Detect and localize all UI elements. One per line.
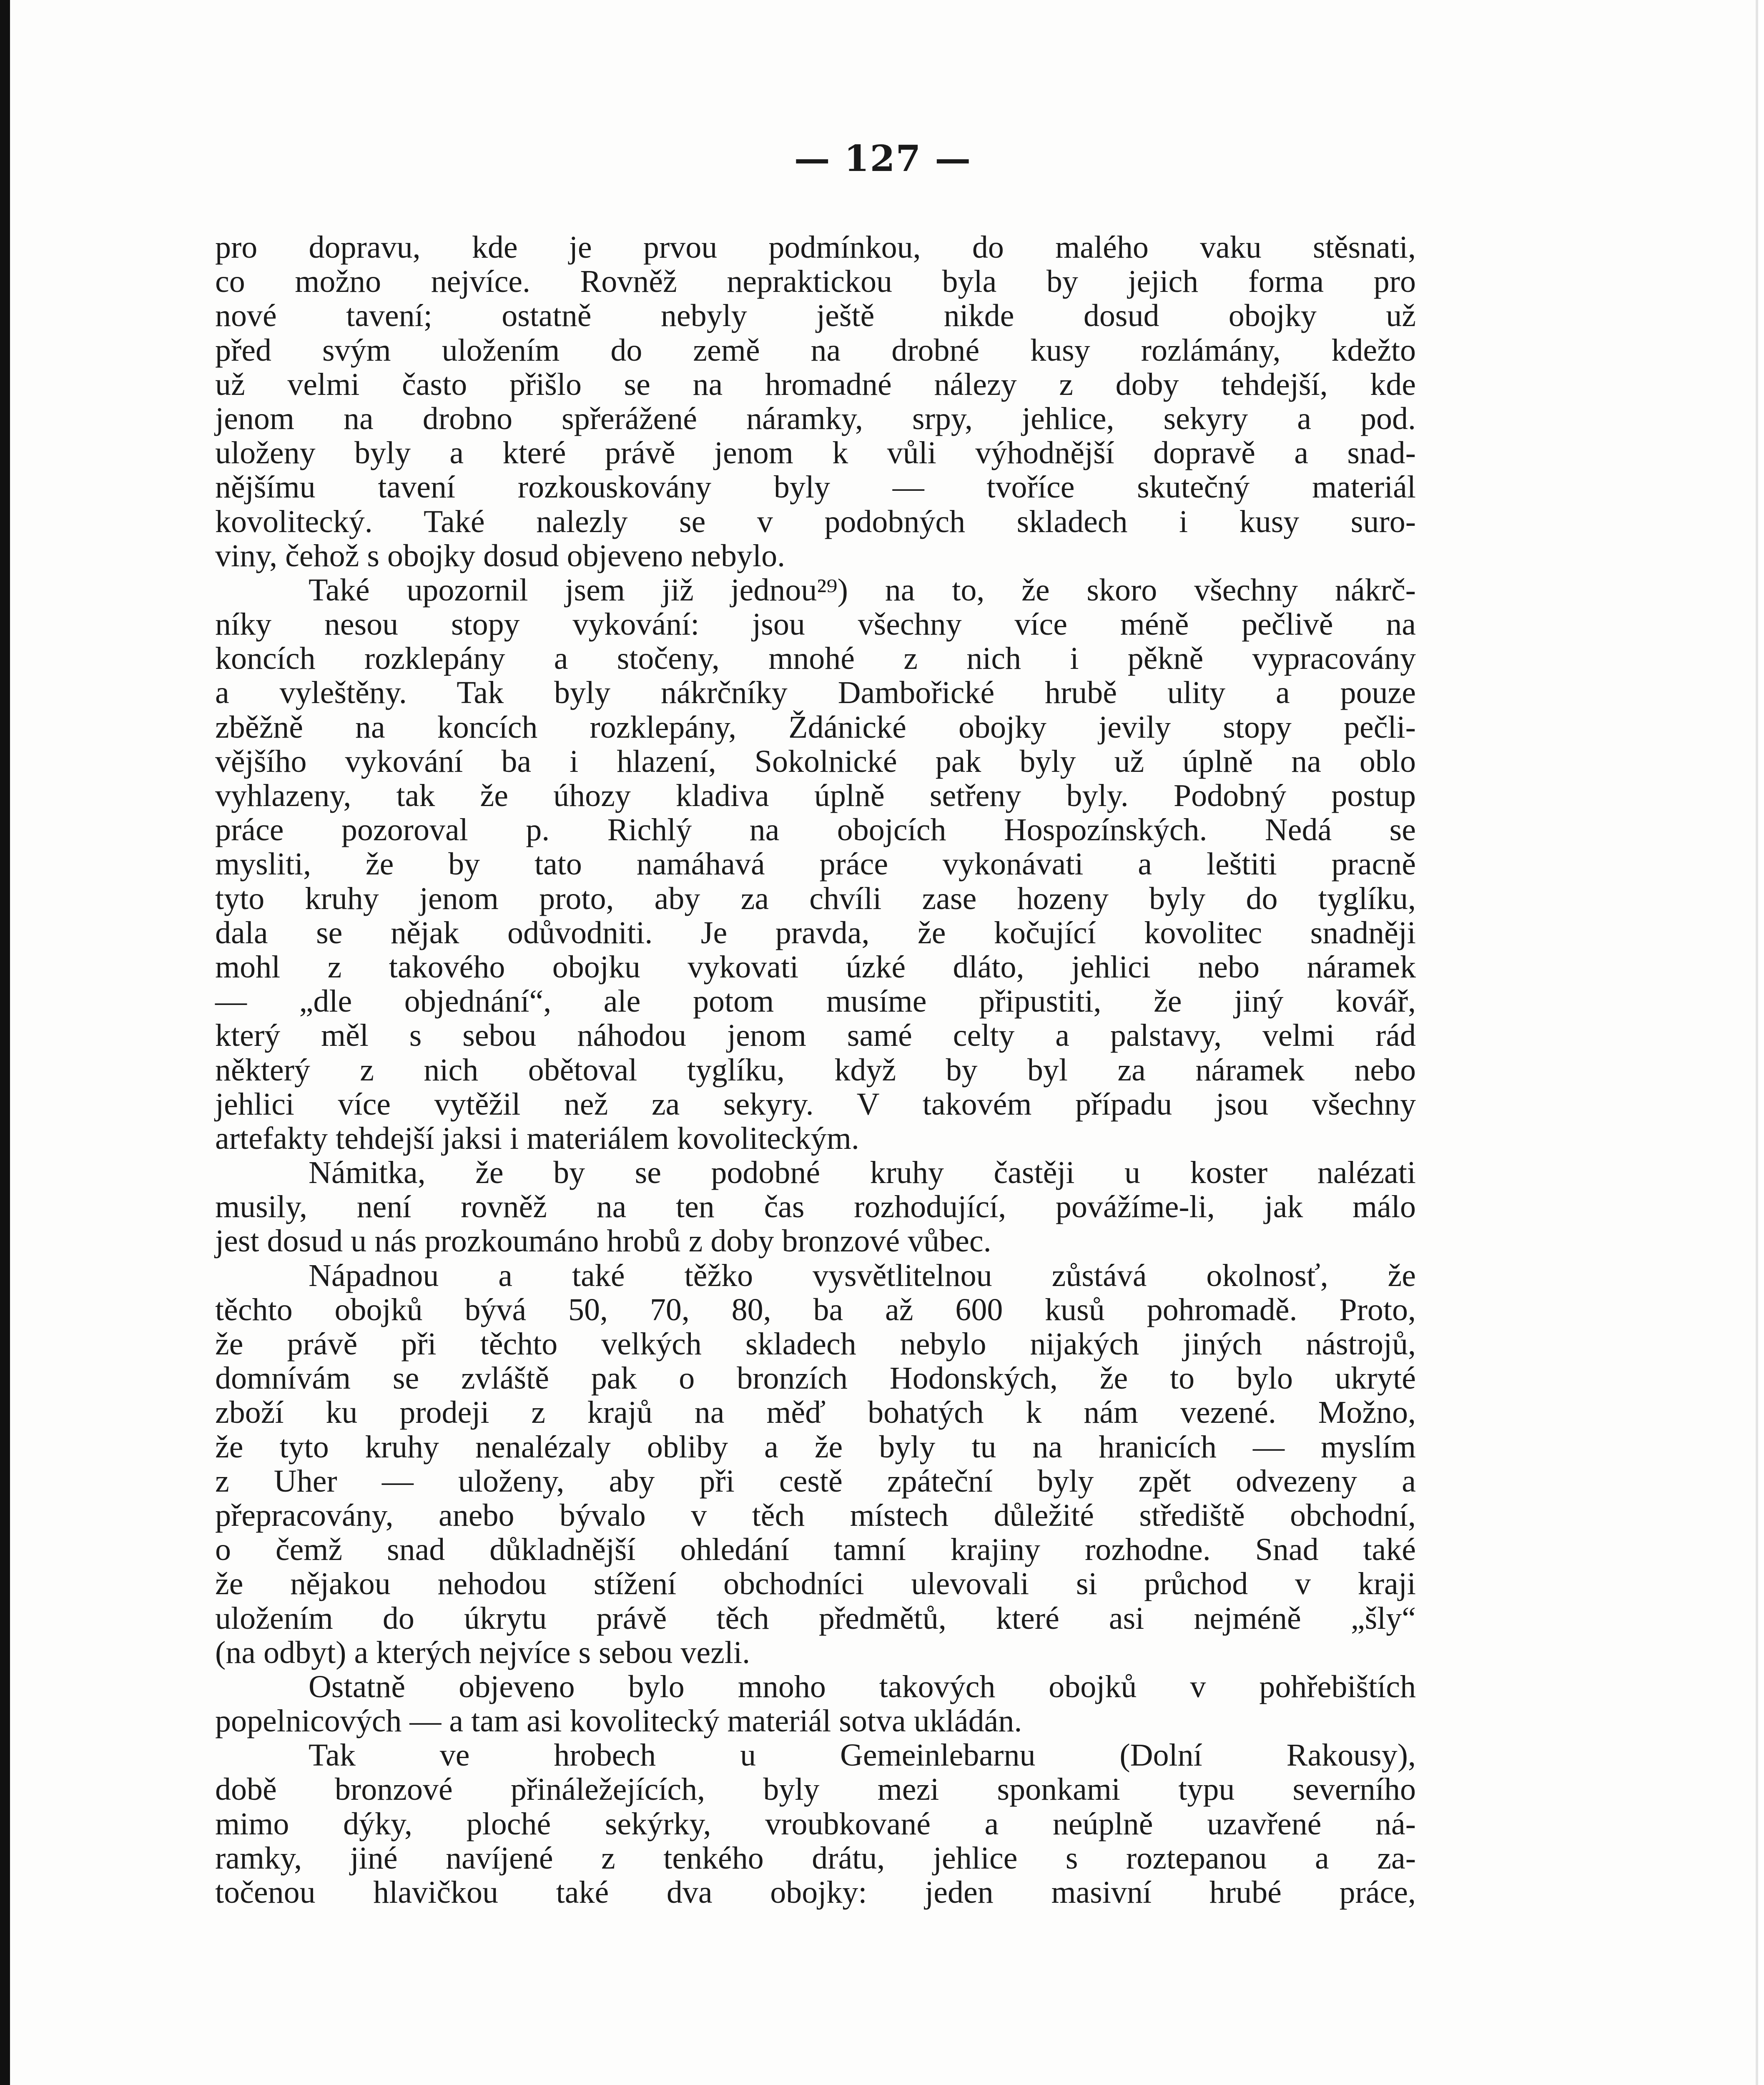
text-line: že nějakou nehodou stížení obchodníci ulevovali si průchod v kraji	[215, 1566, 1416, 1602]
text-line: — „dle objednání“, ale potom musíme připustiti, že jiný kovář,	[215, 984, 1416, 1019]
text-line: vějšího vykování ba i hlazení, Sokolnické pak byly už úplně na oblo	[215, 744, 1416, 779]
text-line: přepracovány, anebo bývalo v těch místech důležité střediště obchodní,	[215, 1497, 1416, 1533]
text-line: vyhlazeny, tak že úhozy kladiva úplně setřeny byly. Podobný postup	[215, 778, 1416, 813]
text-line: Také upozornil jsem již jednou²⁹) na to, že skoro všechny nákrč-	[309, 572, 1416, 608]
text-line: (na odbyt) a kterých nejvíce s sebou vezli.	[215, 1635, 750, 1670]
text-line: domnívám se zvláště pak o bronzích Hodonských, že to bylo ukryté	[215, 1361, 1416, 1396]
text-line: musily, není rovněž na ten čas rozhodující, povážíme-li, jak málo	[215, 1189, 1416, 1225]
text-line: níky nesou stopy vykování: jsou všechny více méně pečlivě na	[215, 607, 1416, 642]
text-line: co možno nejvíce. Rovněž nepraktickou byla by jejich forma pro	[215, 264, 1416, 299]
text-line: Námitka, že by se podobné kruhy častěji u koster nalézati	[309, 1155, 1416, 1191]
text-line: některý z nich obětoval tyglíku, když by byl za náramek nebo	[215, 1052, 1416, 1088]
page-edge-shadow	[0, 0, 10, 2085]
text-line: těchto obojků bývá 50, 70, 80, ba až 600 kusů pohromadě. Proto,	[215, 1292, 1416, 1327]
text-line: mysliti, že by tato namáhavá práce vykonávati a leštiti pracně	[215, 847, 1416, 882]
text-line: z Uher — uloženy, aby při cestě zpáteční byly zpět odvezeny a	[215, 1463, 1416, 1499]
text-line: době bronzové přináležejících, byly mezi sponkami typu severního	[215, 1772, 1416, 1807]
text-line: popelnicových — a tam asi kovolitecký materiál sotva ukládán.	[215, 1703, 1022, 1739]
body-text	[215, 230, 1416, 1909]
text-line: mimo dýky, ploché sekýrky, vroubkované a neúplně uzavřené ná-	[215, 1806, 1416, 1841]
text-line: jehlici více vytěžil než za sekyry. V takovém případu jsou všechny	[215, 1086, 1416, 1122]
text-line: Tak ve hrobech u Gemeinlebarnu (Dolní Rakousy),	[309, 1738, 1416, 1773]
text-line: už velmi často přišlo se na hromadné nálezy z doby tehdejší, kde	[215, 367, 1416, 402]
text-line: Nápadnou a také těžko vysvětlitelnou zůstává okolnosť, že	[309, 1258, 1416, 1293]
text-line: nějšímu tavení rozkouskovány byly — tvoříce skutečný materiál	[215, 470, 1416, 505]
text-line: uložením do úkrytu právě těch předmětů, které asi nejméně „šly“	[215, 1600, 1416, 1636]
text-line: před svým uložením do země na drobné kusy rozlámány, kdežto	[215, 332, 1416, 368]
text-line: nové tavení; ostatně nebyly ještě nikde dosud obojky už	[215, 298, 1416, 334]
text-line: práce pozoroval p. Richlý na obojcích Hospozínských. Nedá se	[215, 812, 1416, 848]
text-line: mohl z takového obojku vykovati úzké dláto, jehlici nebo náramek	[215, 949, 1416, 985]
text-line: zběžně na koncích rozklepány, Ždánické obojky jevily stopy pečli-	[215, 709, 1416, 745]
text-line: pro dopravu, kde je prvou podmínkou, do malého vaku stěsnati,	[215, 230, 1416, 265]
text-line: Ostatně objeveno bylo mnoho takových obojků v pohřebištích	[309, 1669, 1416, 1704]
text-line: koncích rozklepány a stočeny, mnohé z nich i pěkně vypracovány	[215, 641, 1416, 676]
text-line: který měl s sebou náhodou jenom samé celty a palstavy, velmi rád	[215, 1018, 1416, 1053]
text-line: dala se nějak odůvodniti. Je pravda, že kočující kovolitec snadněji	[215, 915, 1416, 950]
text-line: tyto kruhy jenom proto, aby za chvíli zase hozeny byly do tyglíku,	[215, 881, 1416, 916]
page-number: — 127 —	[794, 138, 972, 180]
text-line: o čemž snad důkladnější ohledání tamní krajiny rozhodne. Snad také	[215, 1532, 1416, 1568]
text-line: že právě při těchto velkých skladech nebylo nijakých jiných nástrojů,	[215, 1326, 1416, 1362]
text-line: artefakty tehdejší jaksi i materiálem kovoliteckým.	[215, 1120, 859, 1156]
text-line: a vyleštěny. Tak byly nákrčníky Dambořické hrubě ulity a pouze	[215, 675, 1416, 711]
text-line: viny, čehož s obojky dosud objeveno nebylo.	[215, 538, 785, 573]
text-line: zboží ku prodeji z krajů na měď bohatých k nám vezené. Možno,	[215, 1395, 1416, 1430]
text-line: že tyto kruhy nenalézaly obliby a že byly tu na hranicích — myslím	[215, 1429, 1416, 1465]
text-line: jest dosud u nás prozkoumáno hrobů z doby bronzové vůbec.	[215, 1223, 991, 1259]
text-line: kovolitecký. Také nalezly se v podobných skladech i kusy suro-	[215, 504, 1416, 539]
text-line: ramky, jiné navíjené z tenkého drátu, jehlice s roztepanou a za-	[215, 1840, 1416, 1876]
text-line: točenou hlavičkou také dva obojky: jeden masivní hrubé práce,	[215, 1875, 1416, 1910]
text-line: jenom na drobno spřerážené náramky, srpy, jehlice, sekyry a pod.	[215, 401, 1416, 436]
document-page	[10, 0, 1758, 2085]
text-line: uloženy byly a které právě jenom k vůli výhodnější dopravě a snad-	[215, 435, 1416, 471]
